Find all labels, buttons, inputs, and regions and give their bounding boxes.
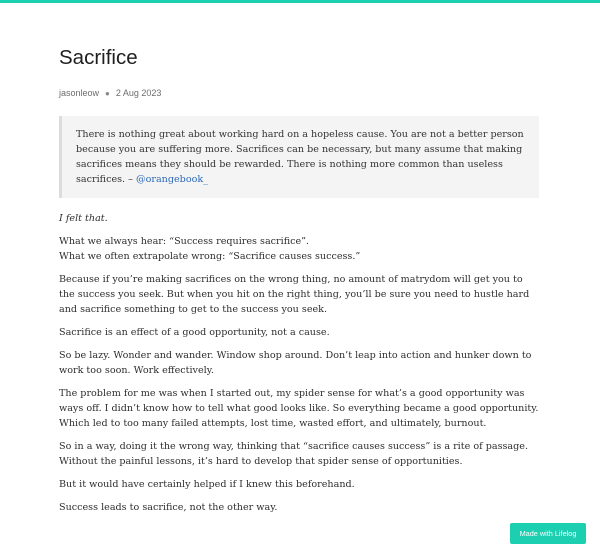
paragraph-6: The problem for me was when I started out, my spider sense for what’s a good opportunity was ways off. I didn’t know how to tell what good looks like. So everything became a good opportunity. Which led to too many failed attempts, lost time, wasted effort, and ultimately, burnout. [59, 388, 539, 429]
paragraph-4: Sacrifice is an effect of a good opportunity, not a cause. [59, 327, 330, 338]
paragraph-7: So in a way, doing it the wrong way, thinking that “sacrifice causes success” is a rite of passage. Without the painful lessons, it’s hard to develop that spider sense of opportunities. [59, 441, 529, 467]
made-with-lifelog-button[interactable]: Made with Lifelog [510, 523, 586, 544]
blockquote [59, 116, 539, 198]
paragraph-5 [59, 348, 539, 378]
paragraph-2 [59, 234, 539, 264]
quote-text: There is nothing great about working hard on a hopeless cause. You are not a better person because you are suffering more. Sacrifices can be necessary, but many assume that making sacrifices means they should be rewarded. There is nothing more common than useless sacrifices. – [76, 129, 524, 185]
paragraph-8: But it would have certainly helped if I knew this beforehand. [59, 479, 355, 490]
post-date: 2 Aug 2023 [115, 88, 162, 98]
post-title: Sacrifice [59, 46, 138, 69]
top-accent-bar [0, 0, 600, 3]
quote-author-link[interactable]: @orangebook_ [136, 174, 208, 185]
post-article [59, 44, 539, 515]
be-lazy-link[interactable]: be lazy [74, 350, 108, 361]
paragraph-2-line-1: What we always hear: “Success requires sacrifice”. [59, 236, 310, 247]
separator-dot-icon: ● [105, 88, 110, 98]
paragraph-5-after: . Wonder and wander. Window shop around. Don’t leap into action and hunker down to work too soon. Work effectively. [59, 350, 532, 376]
paragraph-9: Success leads to sacrifice, not the other way. [59, 502, 278, 513]
paragraph-2-line-2: What we often extrapolate wrong: “Sacrifice causes success.” [59, 251, 361, 262]
paragraph-5-before: So [59, 350, 75, 361]
paragraph-1: I felt that. [59, 213, 108, 224]
post-meta [59, 87, 539, 99]
author-link[interactable]: jasonleow [59, 88, 100, 98]
paragraph-3: Because if you’re making sacrifices on the wrong thing, no amount of matrydom will get you to the success you seek. But when you hit on the right thing, you’ll be sure you need to hustle hard and sacrifice something to get to the success you seek. [59, 274, 530, 315]
